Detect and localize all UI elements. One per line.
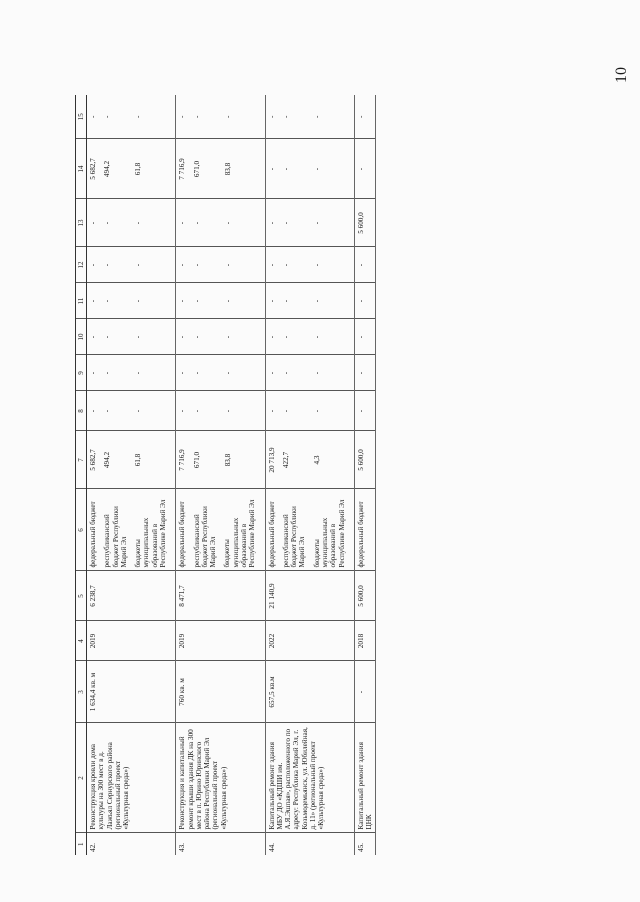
object-area: 760 кв. м (176, 661, 265, 723)
amount-cell (87, 431, 176, 489)
amount-value: - (89, 335, 98, 339)
amount-value: - (267, 167, 276, 171)
funding-source: бюджеты муниципальных образований в Республике Марий Эл (134, 499, 168, 568)
table-body (87, 95, 376, 855)
object-total: 5 600,0 (354, 571, 376, 621)
amount-value: - (178, 299, 187, 303)
amount-cell (354, 139, 376, 199)
amount-value: 83,8 (223, 453, 232, 467)
object-area: 1 634,4 кв. м (87, 661, 176, 723)
col-header: 6 (76, 489, 87, 571)
col-header: 5 (76, 571, 87, 621)
funding-source: республиканский бюджет Республики Марий Эл (281, 506, 307, 568)
amount-value: - (356, 115, 365, 118)
object-year: 2018 (354, 621, 376, 661)
amount-value: - (134, 299, 143, 303)
amount-value: 671,0 (192, 451, 201, 469)
amount-value: - (134, 371, 143, 375)
amount-value: - (223, 371, 232, 375)
col-header: 2 (76, 723, 87, 833)
amount-value: 61,8 (134, 162, 143, 176)
funding-source: федеральный бюджет (89, 501, 98, 568)
col-header: 12 (76, 247, 87, 283)
object-year: 2019 (176, 621, 265, 661)
amount-cell (265, 355, 354, 391)
amount-value: - (356, 299, 365, 303)
row-number: 42. (87, 833, 176, 855)
amount-value: - (223, 409, 232, 413)
amount-value: - (192, 221, 201, 225)
amount-value: - (192, 409, 201, 413)
amount-value: - (281, 167, 290, 171)
table-row (265, 95, 354, 855)
amount-value: - (267, 221, 276, 225)
amount-value: - (312, 299, 321, 303)
funding-source: бюджеты муниципальных образований в Республике Марий Эл (223, 499, 257, 568)
col-header: 7 (76, 431, 87, 489)
amount-value: - (89, 263, 98, 267)
amount-value: - (267, 263, 276, 267)
funding-source: бюджеты муниципальных образований в Республике Марий Эл (312, 499, 346, 568)
amount-value: - (312, 221, 321, 225)
amount-value: - (267, 299, 276, 303)
budget-table (75, 95, 376, 855)
amount-value: - (89, 115, 98, 118)
amount-value: - (281, 299, 290, 303)
funding-source: федеральный бюджет (178, 501, 187, 568)
amount-value: 5 600,0 (356, 212, 365, 234)
amount-value: 83,8 (223, 162, 232, 176)
amount-value: - (223, 221, 232, 225)
amount-value: - (267, 371, 276, 375)
amount-value: - (103, 371, 112, 375)
amount-value: - (134, 263, 143, 267)
col-header: 14 (76, 139, 87, 199)
amount-value: - (103, 299, 112, 303)
amount-cell (354, 431, 376, 489)
funding-source: федеральный бюджет (267, 501, 276, 568)
amount-cell (265, 431, 354, 489)
amount-value: - (192, 299, 201, 303)
amount-value: 7 716,9 (178, 158, 187, 180)
funding-sources (265, 489, 354, 571)
amount-value: - (281, 221, 290, 225)
amount-value: 4,3 (312, 455, 321, 465)
amount-cell (87, 283, 176, 319)
page-number: 10 (613, 67, 630, 83)
amount-cell (87, 355, 176, 391)
amount-value: 7 716,9 (178, 449, 187, 471)
funding-source: республиканский бюджет Республики Марий Эл (192, 506, 218, 568)
amount-value: - (89, 371, 98, 375)
amount-value: - (134, 115, 143, 118)
amount-cell (265, 283, 354, 319)
amount-value: - (178, 409, 187, 413)
funding-source: федеральный бюджет (356, 501, 365, 568)
amount-value: - (192, 115, 201, 118)
amount-value: - (281, 335, 290, 339)
amount-cell (265, 199, 354, 247)
amount-value: - (356, 335, 365, 339)
row-number: 43. (176, 833, 265, 855)
col-header: 10 (76, 319, 87, 355)
amount-value: 5 682,7 (89, 449, 98, 471)
object-total: 6 238,7 (87, 571, 176, 621)
amount-cell (265, 139, 354, 199)
amount-cell (265, 247, 354, 283)
amount-cell (265, 319, 354, 355)
amount-value: - (178, 335, 187, 339)
table-row (354, 95, 376, 855)
object-area: - (354, 661, 376, 723)
funding-sources (354, 489, 376, 571)
col-header: 9 (76, 355, 87, 391)
amount-cell (87, 391, 176, 431)
amount-cell (176, 391, 265, 431)
funding-source: республиканский бюджет Республики Марий Эл (103, 506, 128, 568)
amount-cell (87, 95, 176, 139)
amount-value: - (356, 409, 365, 413)
amount-value: - (134, 409, 143, 413)
object-year: 2019 (87, 621, 176, 661)
object-name: Капитальный ремонт здания МБУ ДО «КДШИ им. А.Я.Эшпая», расположенного по адресу: Республика Марий Эл, г. Козьмодемьянск, ул. Юбилейная, д. 11» (региональный проект «Культурная среда») (265, 723, 354, 833)
amount-cell (354, 283, 376, 319)
amount-cell (176, 319, 265, 355)
amount-value: 61,8 (134, 453, 143, 467)
amount-value: - (192, 263, 201, 267)
object-name: Капитальный ремонт здания ЦНК (354, 723, 376, 833)
amount-value: - (89, 299, 98, 303)
amount-value: - (178, 115, 187, 118)
amount-value: 494,2 (103, 451, 112, 469)
amount-cell (354, 355, 376, 391)
amount-cell (354, 247, 376, 283)
amount-cell (176, 95, 265, 139)
amount-value: - (267, 409, 276, 413)
amount-cell (176, 199, 265, 247)
amount-value: 5 682,7 (89, 158, 98, 180)
amount-value: - (312, 335, 321, 339)
amount-cell (265, 391, 354, 431)
col-header: 8 (76, 391, 87, 431)
amount-value: - (267, 115, 276, 118)
amount-value: - (103, 409, 112, 413)
funding-sources (87, 489, 176, 571)
table-row (87, 95, 176, 855)
table-row (176, 95, 265, 855)
amount-value: - (103, 335, 112, 339)
amount-value: - (312, 115, 321, 118)
rotated-table-wrapper (75, 95, 575, 855)
amount-value: - (356, 371, 365, 375)
amount-cell (176, 431, 265, 489)
amount-value: - (134, 335, 143, 339)
amount-value: - (312, 263, 321, 267)
amount-value: - (356, 167, 365, 171)
amount-value: - (281, 409, 290, 413)
amount-value: - (89, 221, 98, 225)
amount-value: 20 713,9 (267, 447, 276, 473)
object-area: 657,5 кв.м (265, 661, 354, 723)
amount-cell (354, 319, 376, 355)
amount-value: 422,7 (281, 451, 290, 469)
amount-value: - (267, 335, 276, 339)
amount-value: - (281, 371, 290, 375)
col-header: 13 (76, 199, 87, 247)
col-header: 3 (76, 661, 87, 723)
amount-value: - (89, 409, 98, 413)
amount-cell (176, 283, 265, 319)
col-header: 4 (76, 621, 87, 661)
amount-cell (176, 139, 265, 199)
amount-cell (87, 139, 176, 199)
row-number: 45. (354, 833, 376, 855)
object-total: 21 140,9 (265, 571, 354, 621)
amount-value: - (223, 335, 232, 339)
amount-value: - (192, 335, 201, 339)
amount-value: - (178, 221, 187, 225)
amount-value: - (312, 167, 321, 171)
amount-cell (176, 355, 265, 391)
amount-cell (354, 391, 376, 431)
amount-value: - (281, 115, 290, 118)
amount-value: - (223, 263, 232, 267)
amount-value: - (312, 409, 321, 413)
object-name: Реконструкция кровли дома культуры на 300 мест в д. Лажъял Сернурского района (региональный проект «Культурная среда») (87, 723, 176, 833)
amount-cell (176, 247, 265, 283)
row-number: 44. (265, 833, 354, 855)
amount-value: 494,2 (103, 160, 112, 178)
amount-cell (87, 199, 176, 247)
col-header: 11 (76, 283, 87, 319)
amount-value: - (103, 221, 112, 225)
amount-value: - (178, 263, 187, 267)
amount-value: - (223, 299, 232, 303)
header-row (76, 95, 87, 855)
amount-value: 671,0 (192, 160, 201, 178)
funding-sources (176, 489, 265, 571)
amount-value: 5 600,0 (356, 449, 365, 471)
amount-cell (87, 319, 176, 355)
amount-cell (265, 95, 354, 139)
col-header: 1 (76, 833, 87, 855)
amount-value: - (178, 371, 187, 375)
amount-value: - (103, 263, 112, 267)
amount-value: - (223, 115, 232, 118)
amount-cell (354, 199, 376, 247)
amount-cell (87, 247, 176, 283)
object-year: 2022 (265, 621, 354, 661)
amount-value: - (134, 221, 143, 225)
amount-value: - (192, 371, 201, 375)
col-header: 15 (76, 95, 87, 139)
amount-value: - (356, 263, 365, 267)
amount-cell (354, 95, 376, 139)
amount-value: - (281, 263, 290, 267)
amount-value: - (312, 371, 321, 375)
amount-value: - (103, 115, 112, 118)
object-total: 8 471,7 (176, 571, 265, 621)
object-name: Реконструкция и капитальный ремонт крыши здания ДК на 300 мест в п. Юрино Юринского района Республики Марий Эл (региональный проект «Культурная среда») (176, 723, 265, 833)
